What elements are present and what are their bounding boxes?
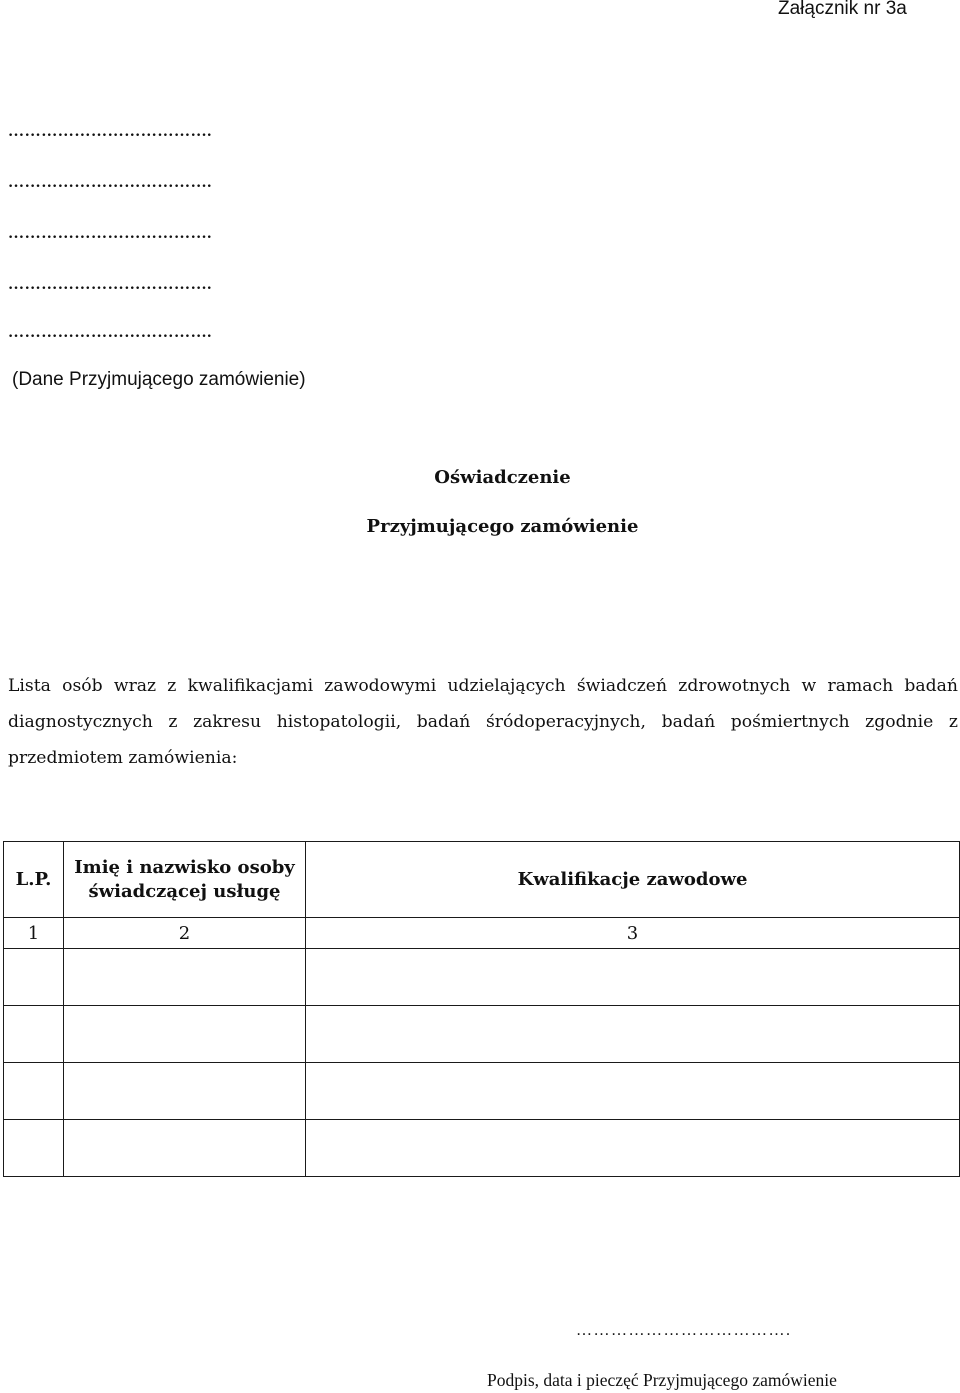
table-cell[interactable] [306, 1006, 960, 1063]
table-row [4, 1063, 960, 1120]
contractor-caption: (Dane Przyjmującego zamówienie) [12, 369, 306, 390]
contractor-dot-line: ………………………………. [8, 174, 212, 191]
table-cell[interactable] [306, 1120, 960, 1177]
signature-dot-line: ………………………………. [576, 1322, 792, 1339]
table-header-row [4, 842, 960, 918]
signature-caption: Podpis, data i pieczęć Przyjmującego zamówienie [487, 1370, 837, 1390]
personnel-table [3, 841, 960, 1177]
table-row [4, 1006, 960, 1063]
table-cell[interactable] [64, 1006, 306, 1063]
table-row [4, 949, 960, 1006]
attachment-label: Załącznik nr 3a [778, 0, 907, 19]
table-row [4, 1120, 960, 1177]
column-number: 3 [306, 918, 960, 949]
table-cell[interactable] [4, 1063, 64, 1120]
table-cell[interactable] [4, 949, 64, 1006]
intro-paragraph: Lista osób wraz z kwalifikacjami zawodowymi udzielających świadczeń zdrowotnych w ramach badań diagnostycznych z zakresu histopatologii, badań śródoperacyjnych, badań pośmiertnych zgodnie z przedmiotem zamówienia: [8, 676, 958, 768]
column-number: 2 [64, 918, 306, 949]
column-number: 1 [4, 918, 64, 949]
table-cell[interactable] [306, 949, 960, 1006]
column-header-lp: L.P. [4, 842, 64, 918]
table-cell[interactable] [64, 949, 306, 1006]
table-cell[interactable] [306, 1063, 960, 1120]
table-cell[interactable] [4, 1120, 64, 1177]
contractor-dot-line: ………………………………. [8, 225, 212, 242]
table-cell[interactable] [4, 1006, 64, 1063]
document-subtitle: Przyjmującego zamówienie [366, 516, 639, 537]
table-cell[interactable] [64, 1120, 306, 1177]
document-title: Oświadczenie [434, 467, 571, 488]
column-number-row [4, 918, 960, 949]
contractor-dot-line: ………………………………. [8, 324, 212, 341]
contractor-dot-line: ………………………………. [8, 123, 212, 140]
column-header-name: Imię i nazwisko osoby świadczącej usługę [64, 842, 306, 918]
contractor-dot-line: ………………………………. [8, 276, 212, 293]
table-cell[interactable] [64, 1063, 306, 1120]
column-header-qualifications: Kwalifikacje zawodowe [306, 842, 960, 918]
